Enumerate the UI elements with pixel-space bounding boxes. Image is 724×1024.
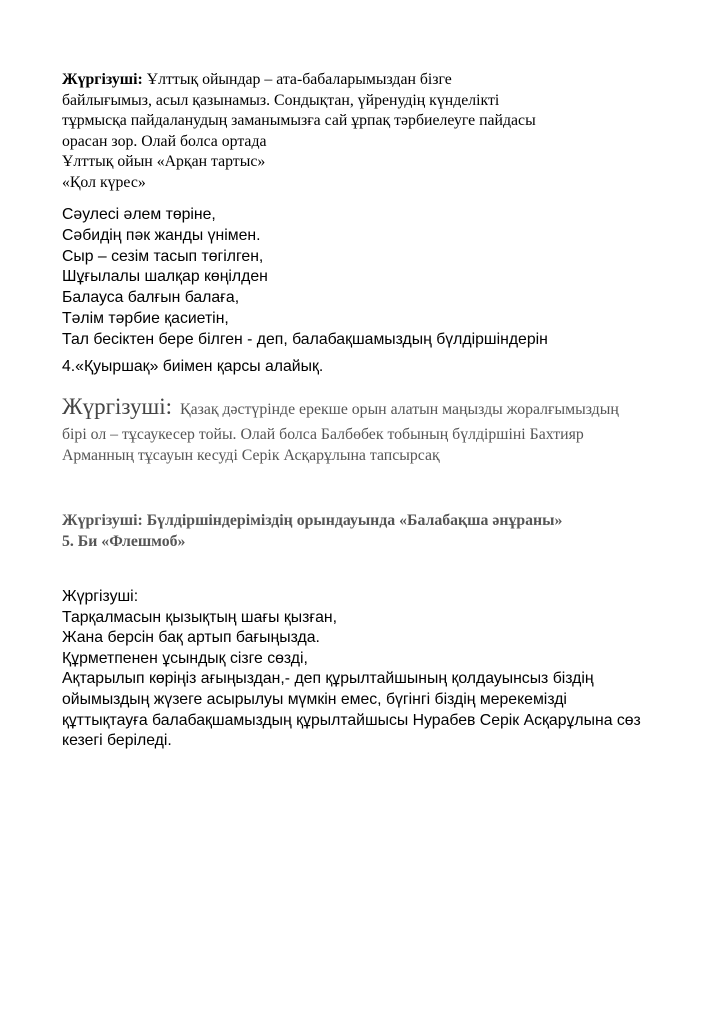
intro-first-line <box>62 70 662 91</box>
poem-block <box>62 205 682 351</box>
closing-line: Құрметпенен ұсындық сізге сөзді, <box>62 649 308 667</box>
intro-line: Ұлттық ойын «Арқан тартыс» <box>62 153 266 170</box>
poem-line: Тәлім тәрбие қасиетін, <box>62 309 229 327</box>
tusaukeser-first-line-text: Қазақ дәстүрінде ерекше орын алатын маңызды жоралғымыздың <box>180 401 619 418</box>
closing-line: Ақтарылып көріңіз ағыңыздан,- деп құрылтайшының қолдауынсыз біздің <box>62 670 594 688</box>
speaker-label: Жүргізуші: <box>62 71 143 88</box>
closing-line: құттықтауға балабақшамыздың құрылтайшысы Нурабев Серік Асқарұлына сөз <box>62 711 641 729</box>
intro-first-line-text: Ұлттық ойындар – ата-бабаларымыздан бізге <box>142 71 452 88</box>
tusaukeser-first-line <box>62 393 682 424</box>
poem-line: Сыр – сезім тасып төгілген, <box>62 247 264 265</box>
poem-line: Сәулесі әлем төріне, <box>62 206 216 223</box>
intro-line: орасан зор. Олай болса ортада <box>62 132 267 150</box>
tusaukeser-line: бірі ол – тұсаукесер тойы. Олай болса Балбөбек тобының бүлдіршіні Бахтияр <box>62 426 584 443</box>
tusaukeser-line: Арманның тұсауын кесуді Серік Асқарұлына тапсырсақ <box>62 447 440 464</box>
intro-paragraph <box>62 70 662 193</box>
tusaukeser-paragraph <box>62 393 682 466</box>
closing-line: Тарқалмасын қызықтың шағы қызған, <box>62 608 338 626</box>
closing-line: Жана берсін бақ артып бағыңызда. <box>62 629 320 647</box>
poem-line: Шұғылалы шалқар көңілден <box>62 268 268 286</box>
closing-line: ойымыздың жүзеге асырылуы мүмкін емес, бүгінгі біздің мерекемізді <box>62 690 567 708</box>
anthem-block <box>62 511 682 553</box>
speaker-label-large: Жүргізуші: <box>62 394 173 419</box>
poem-line: Тал бесіктен бере білген - деп, балабақшамыздың бүлдіршіндерін <box>62 330 548 348</box>
speaker-line: Жүргізуші: <box>62 588 139 605</box>
dance-item-line: 5. Би «Флешмоб» <box>62 532 186 550</box>
item-4-line: 4.«Қуыршақ» биімен қарсы алайық. <box>62 358 324 375</box>
intro-line: байлығымыз, асыл қазынамыз. Сондықтан, үйренудің күнделікті <box>62 91 500 109</box>
closing-block <box>62 587 702 752</box>
intro-line: «Қол күрес» <box>62 173 146 191</box>
poem-line: Сәбидің пәк жанды үнімен. <box>62 226 261 244</box>
intro-line: тұрмысқа пайдаланудың заманымызға сай ұрпақ тәрбиелеуге пайдасы <box>62 112 536 129</box>
closing-line: кезегі беріледі. <box>62 732 172 750</box>
anthem-line: Жүргізуші: Бүлдіршіндеріміздің орындауында «Балабақша әнұраны» <box>62 512 563 529</box>
poem-line: Балауса балғын балаға, <box>62 289 240 307</box>
